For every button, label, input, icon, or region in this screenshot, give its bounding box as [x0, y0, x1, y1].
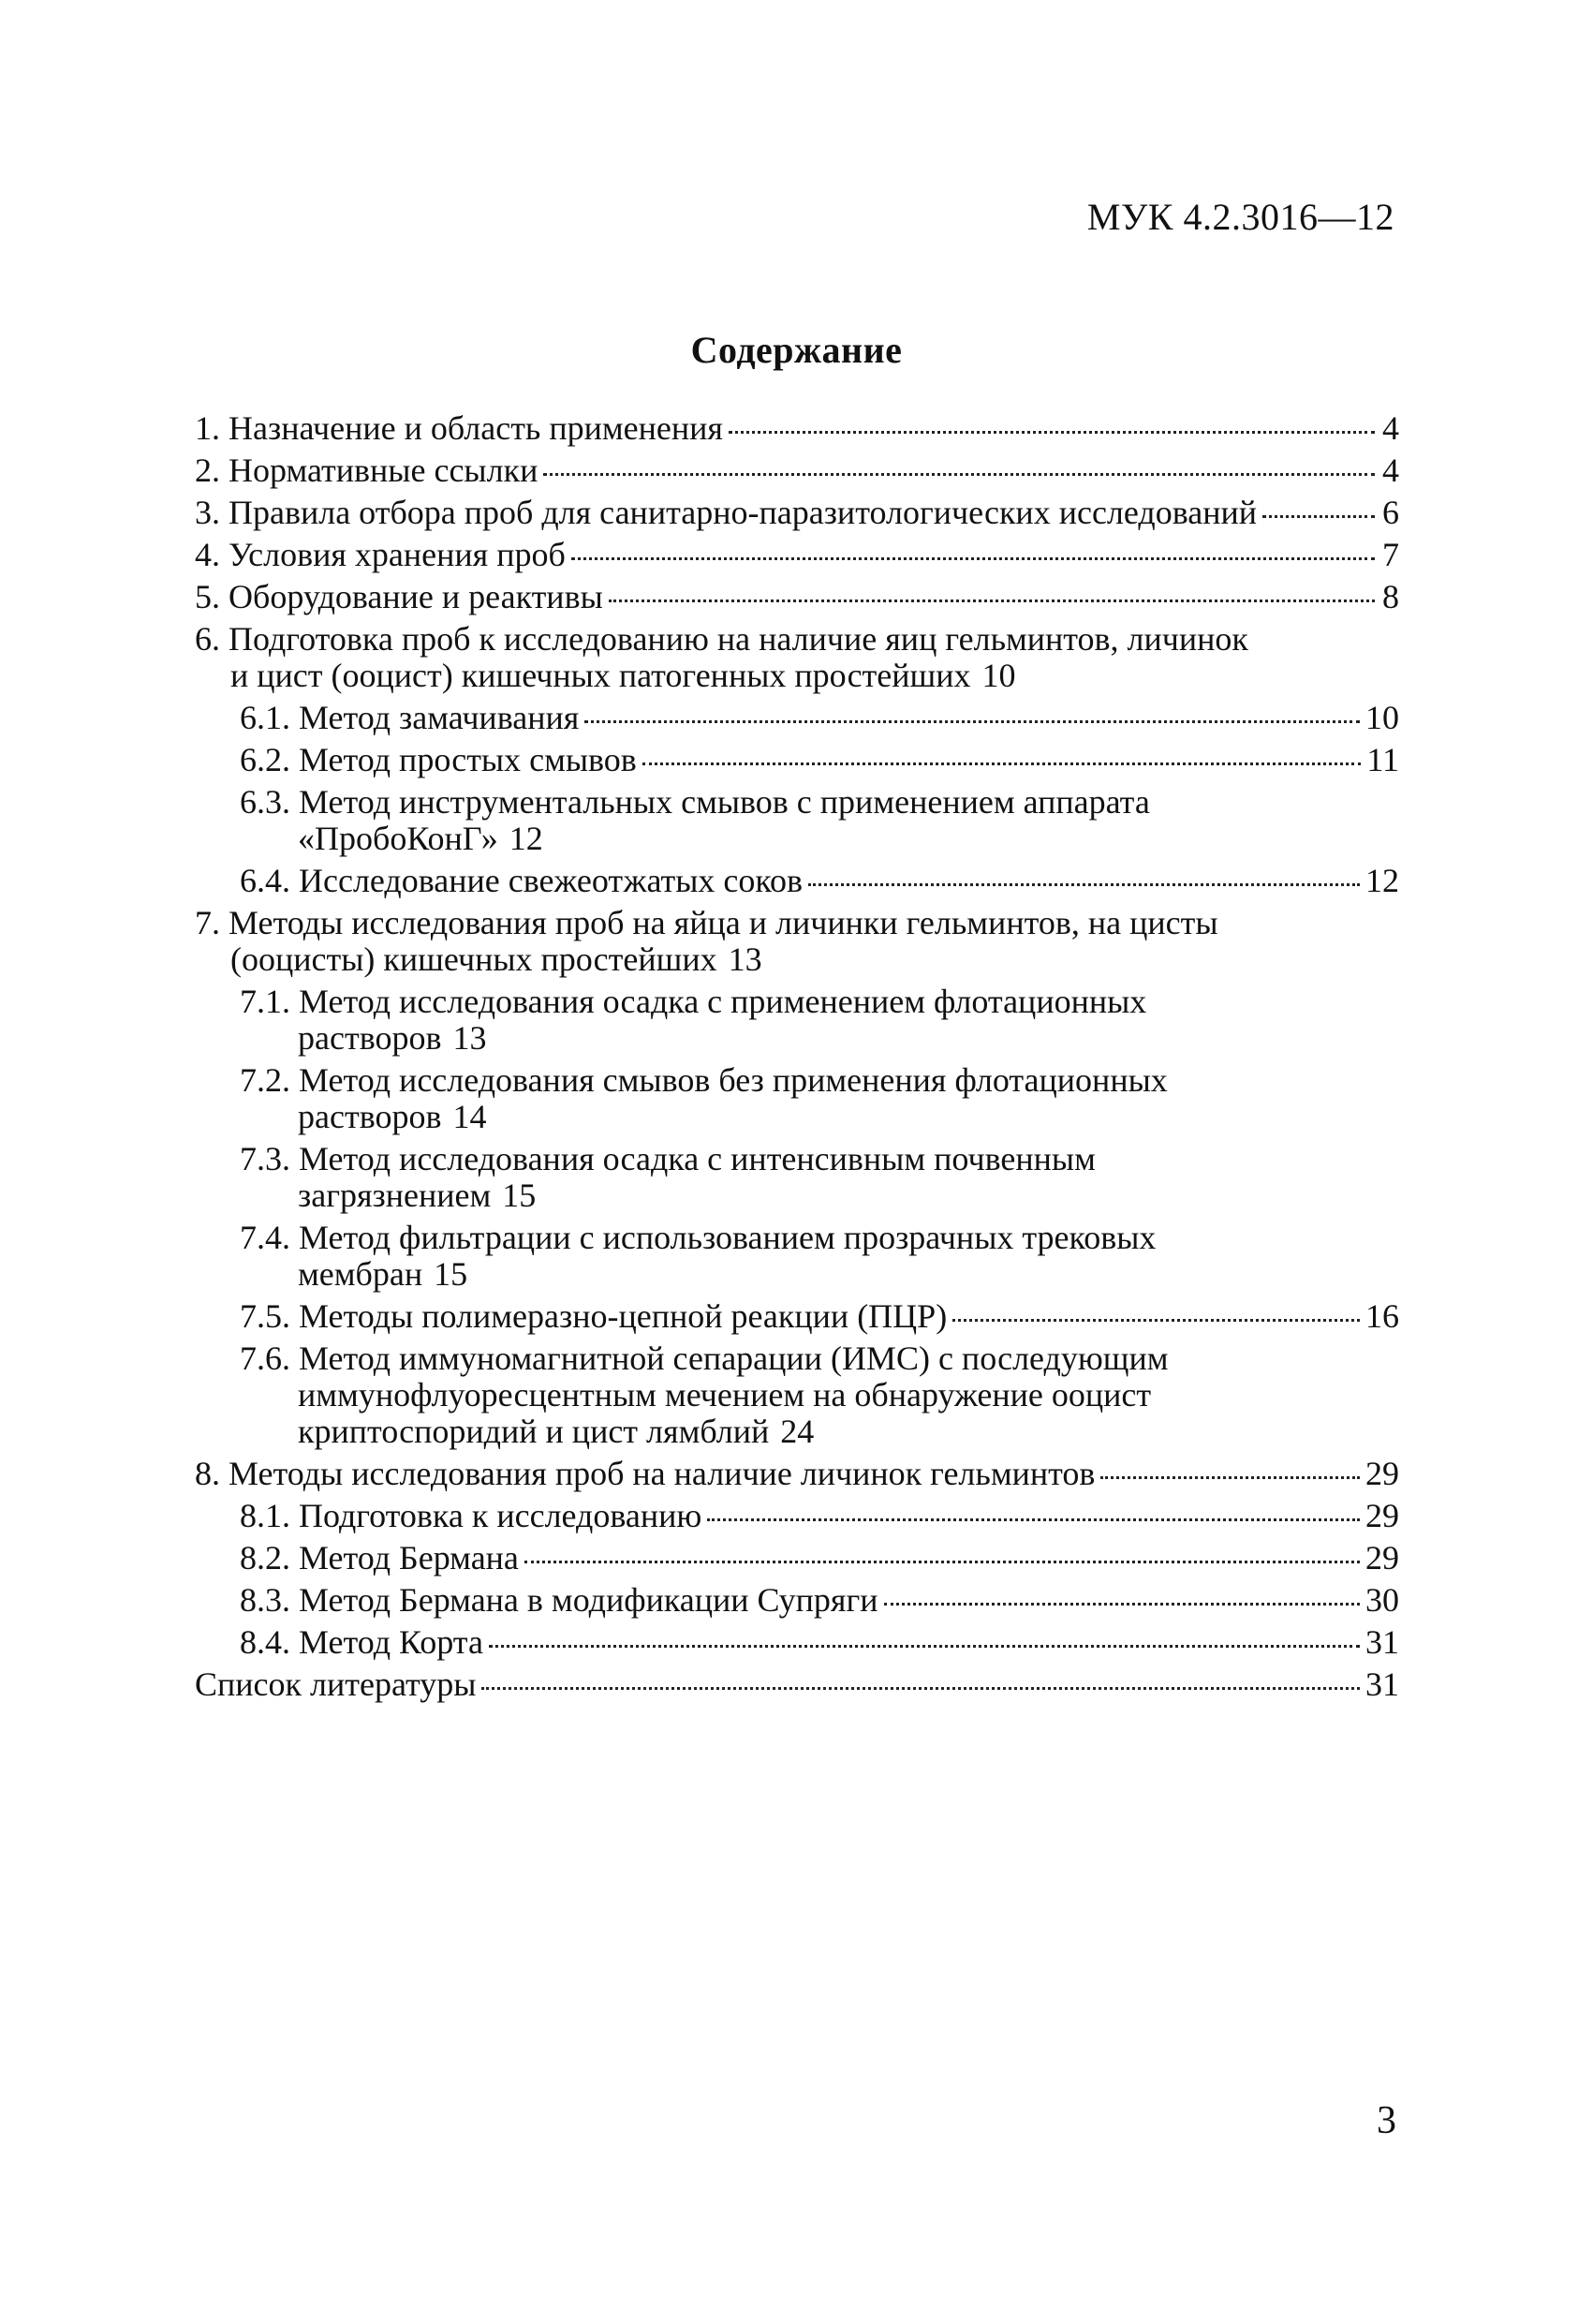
toc-entry	[195, 495, 1399, 531]
toc-entry	[195, 784, 1399, 857]
toc-page-number: 24	[780, 1413, 815, 1450]
toc-entry-text: 7.2. Метод исследования смывов без применения флотационных	[240, 1061, 1168, 1099]
dot-leader	[543, 473, 1375, 476]
toc-entry	[195, 621, 1399, 694]
dot-leader	[609, 600, 1375, 602]
toc-entry-text: 8.1. Подготовка к исследованию	[240, 1497, 702, 1534]
toc-entry	[195, 1456, 1399, 1492]
toc-entry-text: 1. Назначение и область применения	[195, 409, 723, 447]
toc-page-number: 10	[981, 657, 1016, 694]
table-of-contents	[195, 410, 1399, 1709]
toc-page-number: 11	[1366, 741, 1399, 778]
document-code: МУК 4.2.3016—12	[1086, 196, 1394, 238]
dot-leader	[808, 883, 1360, 886]
dot-leader	[729, 431, 1375, 434]
toc-entry-text: иммунофлуоресцентным мечением на обнаружение ооцист	[298, 1376, 1152, 1414]
toc-page-number: 13	[728, 940, 762, 978]
dot-leader	[584, 720, 1360, 723]
toc-entry	[195, 410, 1399, 447]
toc-page-number: 29	[1365, 1497, 1399, 1534]
toc-entry-text: 6.4. Исследование свежеотжатых соков	[240, 862, 804, 899]
toc-page-number: 10	[1365, 699, 1399, 736]
toc-entry	[195, 1298, 1399, 1335]
dot-leader	[1262, 515, 1375, 518]
toc-entry	[195, 452, 1399, 489]
toc-entry-text: растворов	[298, 1019, 442, 1057]
toc-entry-text: 6. Подготовка проб к исследованию на наличие яиц гельминтов, личинок	[195, 620, 1248, 658]
toc-entry	[195, 863, 1399, 899]
toc-page-number: 15	[502, 1177, 537, 1214]
toc-page-number: 4	[1382, 409, 1399, 447]
toc-page-number: 29	[1365, 1455, 1399, 1492]
toc-entry-text: «ПробоКонГ»	[298, 820, 498, 857]
toc-entry-text: 6.2. Метод простых смывов	[240, 741, 637, 778]
toc-entry-text: 7.6. Метод иммуномагнитной сепарации (ИМС) с последующим	[240, 1340, 1169, 1377]
toc-entry-text: 7.5. Методы полимеразно-цепной реакции (ПЦР)	[240, 1297, 948, 1335]
dot-leader	[489, 1645, 1360, 1648]
toc-page-number: 12	[509, 820, 543, 857]
toc-page-number: 14	[452, 1098, 487, 1135]
toc-page-number: 7	[1382, 536, 1399, 573]
toc-page-number: 29	[1365, 1539, 1399, 1576]
dot-leader	[571, 557, 1375, 560]
toc-entry-text: 7.4. Метод фильтрации с использованием прозрачных трековых	[240, 1219, 1157, 1256]
toc-entry	[195, 1582, 1399, 1619]
toc-page-number: 13	[452, 1019, 487, 1057]
page-number: 3	[1377, 2099, 1396, 2142]
toc-page-number: 8	[1382, 578, 1399, 615]
toc-entry	[195, 1666, 1399, 1703]
toc-entry	[195, 905, 1399, 978]
dot-leader	[884, 1603, 1360, 1606]
toc-entry-text: 6.3. Метод инструментальных смывов с применением аппарата	[240, 783, 1150, 821]
toc-entry	[195, 1141, 1399, 1214]
dot-leader	[524, 1561, 1360, 1563]
toc-entry	[195, 1540, 1399, 1576]
toc-entry-text: 7.1. Метод исследования осадка с применением флотационных	[240, 983, 1147, 1020]
toc-entry-text: 2. Нормативные ссылки	[195, 451, 538, 489]
toc-entry	[195, 1340, 1399, 1450]
toc-entry-text: 6.1. Метод замачивания	[240, 699, 580, 736]
toc-entry	[195, 537, 1399, 573]
toc-page-number: 30	[1365, 1581, 1399, 1619]
toc-page-number: 31	[1365, 1665, 1399, 1703]
toc-entry	[195, 742, 1399, 778]
toc-entry-text: загрязнением	[298, 1177, 492, 1214]
toc-entry-text: 5. Оборудование и реактивы	[195, 578, 603, 615]
toc-entry-text: 7. Методы исследования проб на яйца и личинки гельминтов, на цисты	[195, 904, 1218, 941]
toc-page-number: 4	[1382, 451, 1399, 489]
toc-entry-text: и цист (ооцист) кишечных патогенных простейших	[230, 657, 971, 694]
toc-entry-text: криптоспоридий и цист лямблий	[298, 1413, 770, 1450]
dot-leader	[642, 762, 1362, 765]
toc-entry-text: 8.2. Метод Бермана	[240, 1539, 519, 1576]
toc-page-number: 31	[1365, 1623, 1399, 1661]
toc-page-number: 16	[1365, 1297, 1399, 1335]
toc-entry	[195, 700, 1399, 736]
toc-entry-text: 8. Методы исследования проб на наличие личинок гельминтов	[195, 1455, 1096, 1492]
dot-leader	[1100, 1476, 1360, 1479]
dot-leader	[481, 1687, 1360, 1690]
toc-page-number: 12	[1365, 862, 1399, 899]
toc-entry-text: растворов	[298, 1098, 442, 1135]
toc-entry-text: мембран	[298, 1255, 423, 1293]
toc-entry-text: Список литературы	[195, 1665, 477, 1703]
toc-entry	[195, 1062, 1399, 1135]
dot-leader	[707, 1518, 1360, 1521]
toc-entry	[195, 1220, 1399, 1293]
toc-page-number: 6	[1382, 494, 1399, 531]
toc-entry-text: 3. Правила отбора проб для санитарно-паразитологических исследований	[195, 494, 1257, 531]
toc-entry-text: 8.4. Метод Корта	[240, 1623, 483, 1661]
toc-entry-text: (ооцисты) кишечных простейших	[230, 940, 717, 978]
toc-entry-text: 7.3. Метод исследования осадка с интенсивным почвенным	[240, 1140, 1096, 1177]
toc-entry	[195, 1624, 1399, 1661]
toc-entry-text: 8.3. Метод Бермана в модификации Супряги	[240, 1581, 878, 1619]
toc-page-number: 15	[434, 1255, 468, 1293]
toc-entry	[195, 1498, 1399, 1534]
toc-entry-text: 4. Условия хранения проб	[195, 536, 566, 573]
dot-leader	[952, 1319, 1360, 1322]
toc-entry	[195, 579, 1399, 615]
toc-entry	[195, 984, 1399, 1057]
page-title: Содержание	[690, 329, 903, 371]
